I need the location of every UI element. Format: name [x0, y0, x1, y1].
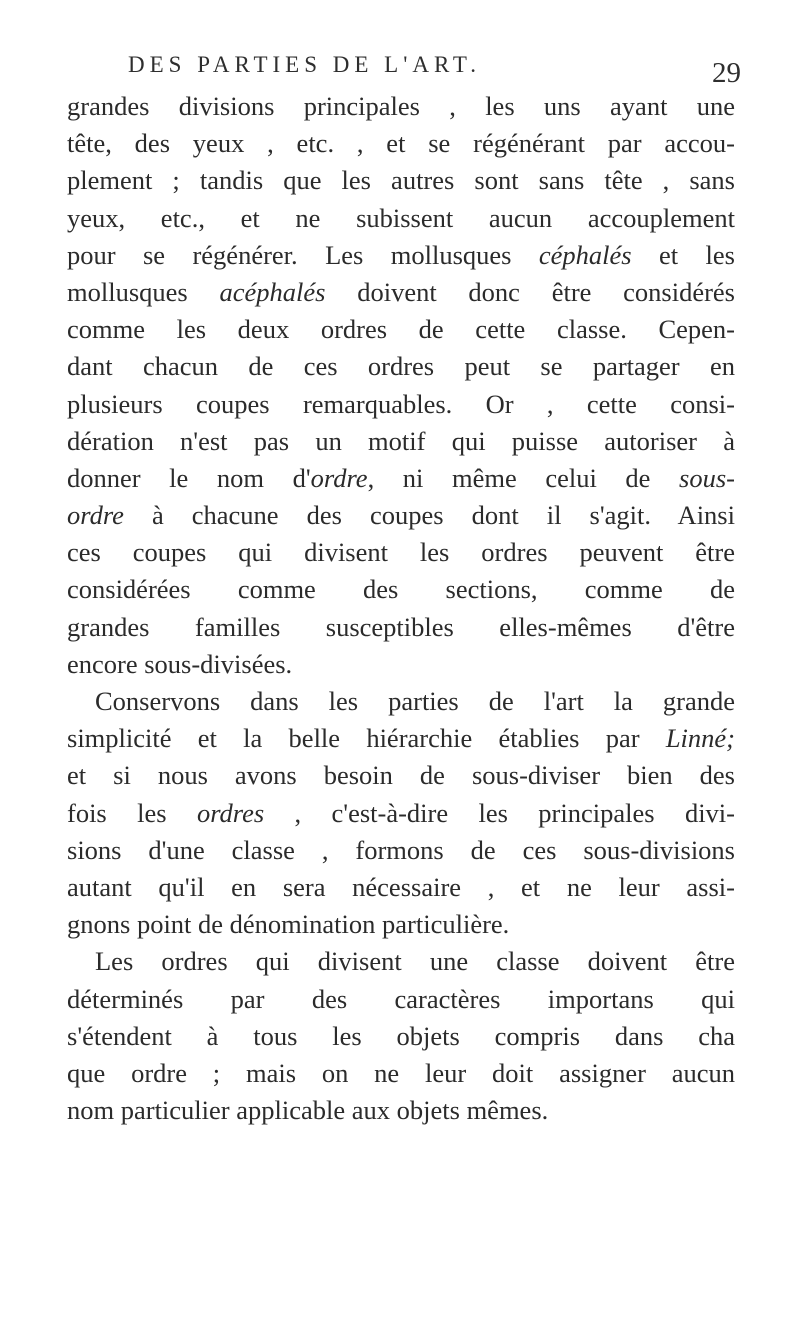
- text-line: considérées comme des sections, comme de: [67, 574, 735, 605]
- text-run: pour se régénérer. Les mollusques: [67, 239, 539, 270]
- text-line: [67, 237, 735, 274]
- italic-term: ordres: [196, 797, 265, 828]
- text-line: plement ; tandis que les autres sont sans tête , sans: [67, 165, 735, 196]
- body-text: [67, 88, 735, 1129]
- text-line: dération n'est pas un motif qui puisse autoriser à: [67, 425, 735, 456]
- text-line: encore sous-divisées.: [67, 648, 293, 679]
- text-line: gnons point de dénomination particulière.: [67, 909, 510, 940]
- text-line: [67, 795, 735, 832]
- italic-term: acéphalés: [219, 276, 326, 307]
- text-line: nom particulier applicable aux objets mêmes.: [67, 1095, 549, 1126]
- text-line: sions d'une classe , formons de ces sous-divisions: [67, 834, 735, 865]
- text-line: que ordre ; mais on ne leur doit assigner aucun: [67, 1057, 735, 1088]
- italic-term: ordre: [67, 500, 124, 531]
- text-line: et si nous avons besoin de sous-diviser bien des: [67, 760, 735, 791]
- italic-term: céphalés: [538, 239, 632, 270]
- text-line: tête, des yeux , etc. , et se régénérant par accou-: [67, 128, 735, 159]
- text-line: déterminés par des caractères importans qui: [67, 983, 735, 1014]
- italic-term: sous-: [679, 462, 735, 493]
- text-run: , c'est-à-dire les principales divi-: [264, 797, 735, 828]
- running-head: DES PARTIES DE L'ART.: [128, 52, 482, 77]
- text-line: [67, 720, 735, 757]
- page-number: 29: [712, 57, 741, 89]
- italic-term: ordre: [310, 462, 368, 493]
- text-line: [67, 497, 735, 534]
- text-line: Les ordres qui divisent une classe doivent être: [95, 946, 735, 977]
- text-line: comme les deux ordres de cette classe. Cepen-: [67, 314, 735, 345]
- text-run: et les: [631, 239, 735, 270]
- text-line: ces coupes qui divisent les ordres peuvent être: [67, 537, 735, 568]
- text-line: dant chacun de ces ordres peut se partager en: [67, 351, 735, 382]
- text-run: à chacune des coupes dont il s'agit. Ainsi: [123, 500, 735, 531]
- text-line: [67, 274, 735, 311]
- text-line: plusieurs coupes remarquables. Or , cette consi-: [67, 388, 735, 419]
- text-run: fois les: [67, 797, 197, 828]
- text-line: grandes divisions principales , les uns ayant une: [67, 91, 735, 121]
- text-line: s'étendent à tous les objets compris dans cha: [67, 1020, 735, 1051]
- italic-term: Linné;: [665, 723, 735, 754]
- text-run: simplicité et la belle hiérarchie établies par: [67, 723, 666, 754]
- text-run: mollusques: [67, 276, 220, 307]
- text-line: [67, 460, 735, 497]
- text-line: Conservons dans les parties de l'art la grande: [95, 686, 735, 716]
- text-line: yeux, etc., et ne subissent aucun accouplement: [67, 202, 735, 233]
- text-run: donner le nom d': [67, 462, 311, 493]
- text-run: , ni même celui de: [367, 462, 680, 493]
- text-line: grandes familles susceptibles elles-mêmes d'être: [67, 611, 735, 642]
- text-line: autant qu'il en sera nécessaire , et ne leur assi-: [67, 871, 735, 902]
- text-run: doivent donc être considérés: [325, 276, 735, 307]
